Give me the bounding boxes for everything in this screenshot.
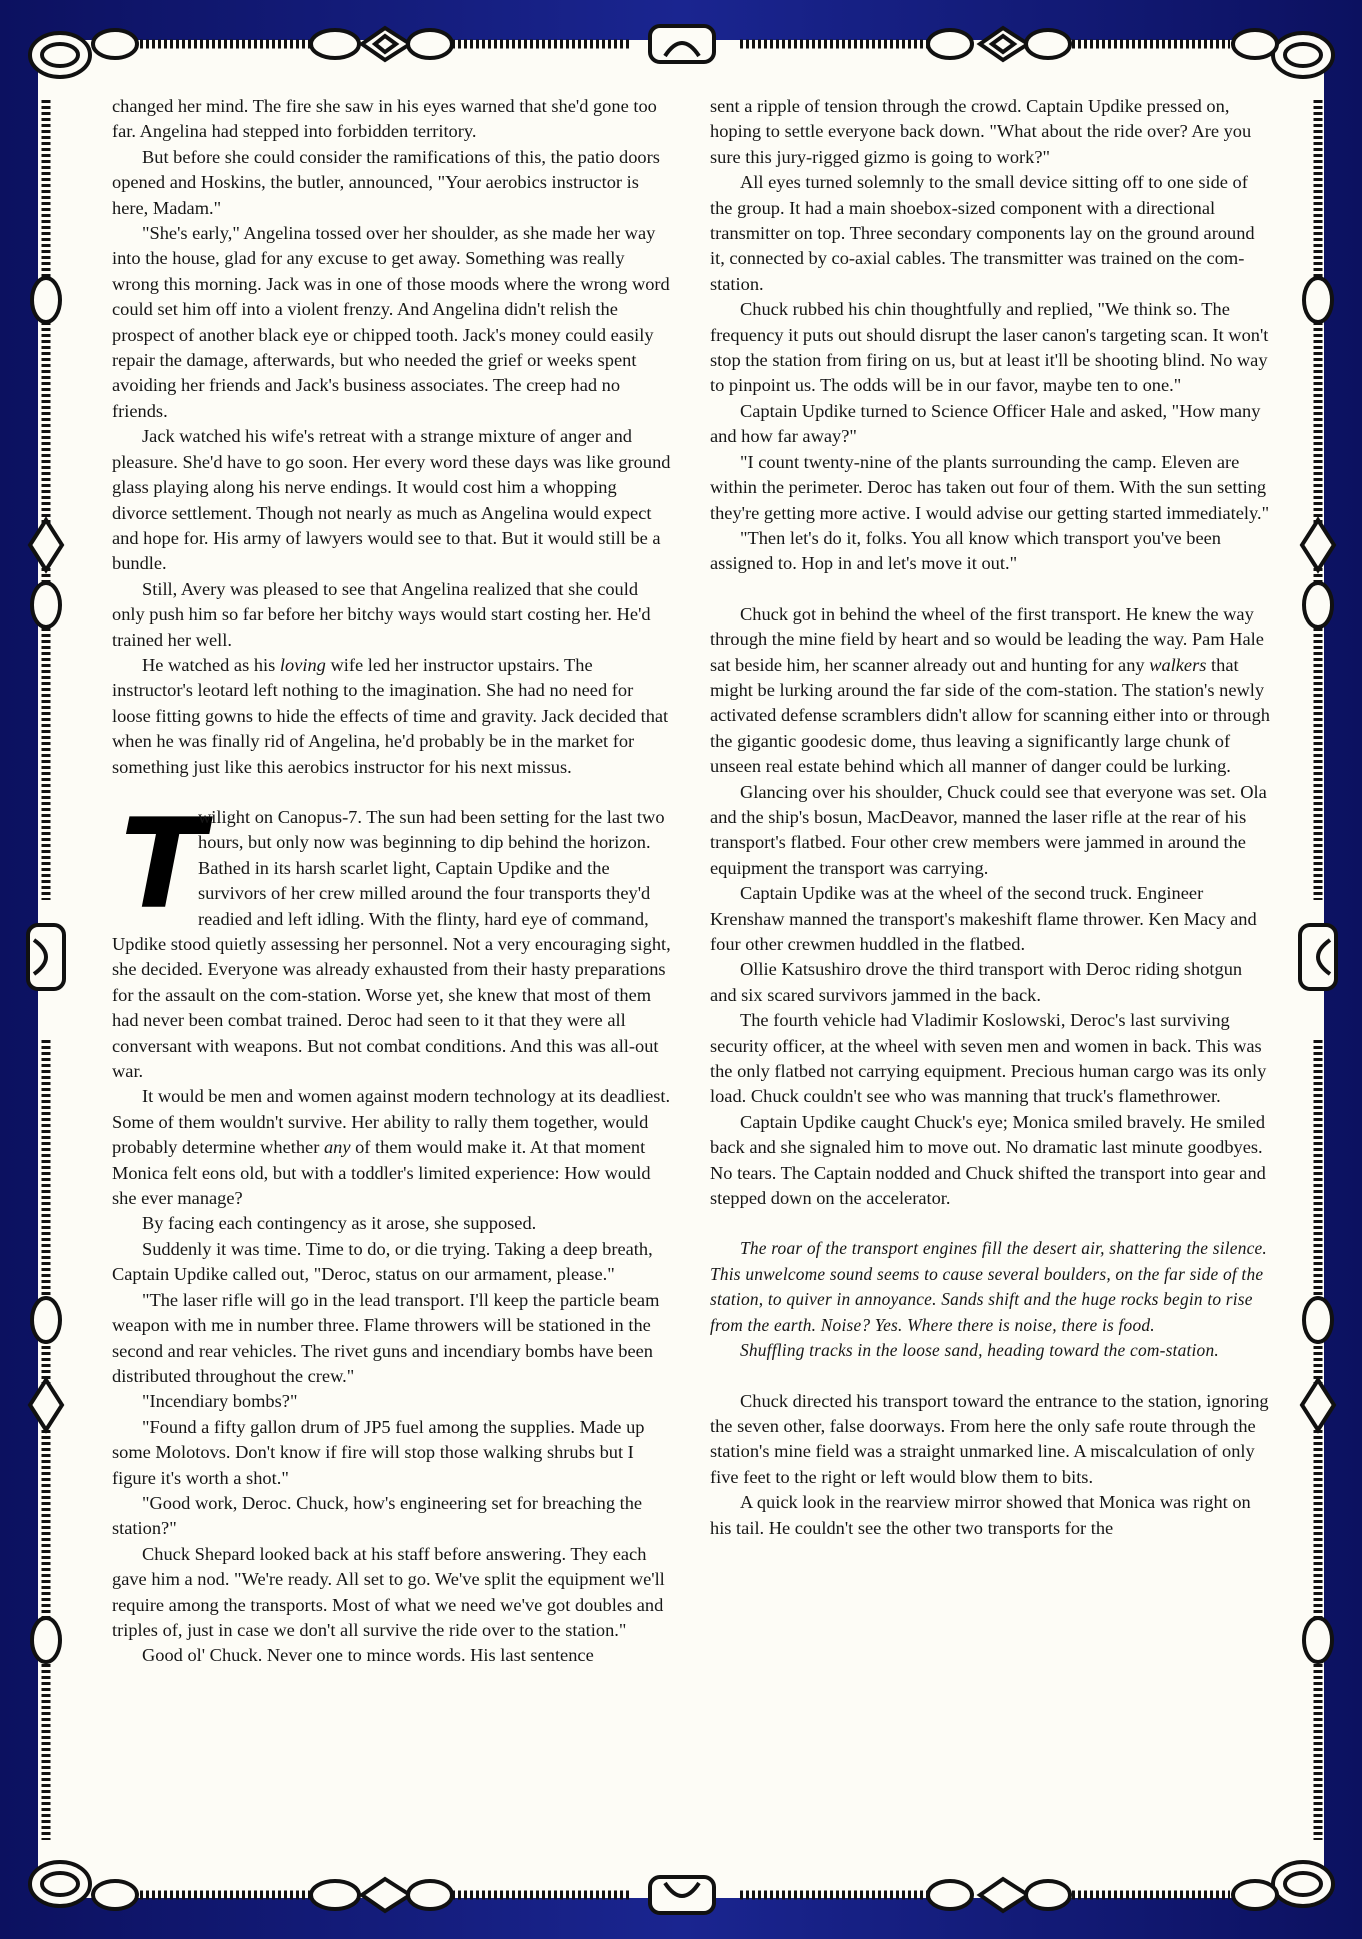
border-ornament xyxy=(93,1877,1277,1913)
paragraph: "Then let's do it, folks. You all know which transport you've been assigned to. Hop in and let's move it out." xyxy=(710,527,1221,574)
border-ornament xyxy=(42,44,78,66)
text-run: wife led her instructor upstairs. The instructor's leotard left nothing to the imagination. She had no need for loose fitting gowns to hide the effects of time and gravity. Jack decided that when he was finally rid of Angelina, he'd probably be in the market for something just like this aerobics instructor for his next missus. xyxy=(112,654,669,777)
oval-link-icon xyxy=(1233,1881,1277,1909)
text-run: that might be lurking around the far side of the com-station. The station's newly activated defense scramblers didn't allow for scanning either into or through the gigantic goodesic dome, thus leaving a significantly large chunk of unseen real estate behind which all manner of danger could be lurking. xyxy=(710,654,1270,777)
oval-link-icon xyxy=(32,1618,60,1662)
paragraph: Ollie Katsushiro drove the third transport with Deroc riding shotgun and six scared survivors jammed in the back. xyxy=(710,959,1243,1005)
emphasis: any xyxy=(323,1137,351,1158)
emphasis: walkers xyxy=(1149,654,1207,675)
oval-link-icon xyxy=(408,1881,452,1909)
italic-passage: Shuffling tracks in the loose sand, heading toward the com-station. xyxy=(740,1340,1219,1361)
text-run: Chuck got in behind the wheel of the first transport. He knew the way through the mine field by heart and so would be leading the way. Pam Hale sat beside him, her scanner already out and hunting for any xyxy=(710,603,1264,675)
text-run: He watched as his xyxy=(142,654,280,675)
text-run: of them would make it. At that moment Monica felt eons old, but with a toddler's limited experience: How would she ever manage? xyxy=(112,1137,651,1209)
paragraph: Chuck directed his transport toward the entrance to the station, ignoring the seven other, false doorways. From here the only safe route through the station's mine field was a straight unmarked line. A miscalculation of only five feet to the right or left would blow them to bits. xyxy=(710,1390,1269,1487)
paragraph: "She's early," Angelina tossed over her shoulder, as she made her way into the house, glad for any excuse to get away. Something was really wrong this morning. Jack was in one of those moods where the wrong word could set him off into a violent frenzy. And Angelina didn't relish the prospect of another black eye or chipped tooth. Jack's money could easily repair the damage, afterwards, but who needed the grief or weeks spent avoiding her friends and Jack's business associates. The creep had no friends. xyxy=(112,223,670,421)
paragraph xyxy=(112,1084,674,1211)
paragraph: By facing each contingency as it arose, she supposed. xyxy=(142,1213,537,1234)
oval-link-icon xyxy=(928,30,972,58)
paragraph: All eyes turned solemnly to the small device sitting off to one side of the group. It had a main shoebox-sized component with a directional transmitter on top. Three secondary components lay on the ground around it, connected by co-axial cables. The transmitter was trained on the com-station. xyxy=(710,172,1255,294)
oval-link-icon xyxy=(408,30,452,58)
drop-cap: T xyxy=(120,792,205,937)
border-ornament xyxy=(93,26,1277,62)
oval-link-icon xyxy=(1304,1618,1332,1662)
oval-link-icon xyxy=(32,1298,60,1342)
diamond-link-icon xyxy=(1302,1380,1334,1430)
oval-link-icon xyxy=(1304,583,1332,627)
paragraph: changed her mind. The fire she saw in his eyes warned that she'd gone too far. Angelina had stepped into forbidden territory. xyxy=(112,96,657,142)
paragraph: sent a ripple of tension through the crowd. Captain Updike pressed on, hoping to settle everyone back down. "What about the ride over? Are you sure this jury-rigged gizmo is going to work?" xyxy=(710,96,1252,167)
oval-link-icon xyxy=(1304,1298,1332,1342)
text-run: It would be men and women against modern technology at its deadliest. Some of them wouldn't survive. Her ability to rally them together, would probably determine whether xyxy=(112,1086,671,1158)
diamond-link-icon xyxy=(980,28,1028,60)
paragraph: Captain Updike was at the wheel of the second truck. Engineer Krenshaw manned the transport's makeshift flame thrower. Ken Macy and four other crewmen huddled in the flatbed. xyxy=(710,883,1257,954)
text-run: wilight on Canopus-7. The sun had been setting for the last two hours, but only now was beginning to dip behind the horizon. Bathed in its harsh scarlet light, Captain Updike and the survivors of her crew milled around the four transports they'd readied and left idling. With the flinty, hard eye of command, Updike stood quietly assessing her personnel. Not a very encouraging sight, she decided. Everyone was already exhausted from their hasty preparations for the assault on the com-station. Worse yet, she knew that most of them had never been combat trained. Deroc had seen to it that they were all conversant with weapons. But not combat conditions. And this was all-out war. xyxy=(112,806,671,1082)
diamond-link-icon xyxy=(362,28,410,60)
oval-link-icon xyxy=(1233,30,1277,58)
border-ornament xyxy=(1285,44,1321,66)
paragraph: Still, Avery was pleased to see that Angelina realized that she could only push him so far before her bitchy ways would start costing her. He'd trained her well. xyxy=(112,578,651,650)
paragraph xyxy=(112,792,674,1084)
diamond-link-icon xyxy=(362,1879,410,1911)
diamond-link-icon xyxy=(30,520,62,570)
oval-link-icon xyxy=(32,583,60,627)
paragraph: Captain Updike turned to Science Officer Hale and asked, "How many and how far away?" xyxy=(710,400,1261,447)
paragraph: Suddenly it was time. Time to do, or die trying. Taking a deep breath, Captain Updike called out, "Deroc, status on our armament, please." xyxy=(112,1238,653,1285)
diamond-link-icon xyxy=(30,1380,62,1430)
emphasis: loving xyxy=(279,654,326,675)
diamond-link-icon xyxy=(980,1879,1028,1911)
paragraph: "The laser rifle will go in the lead transport. I'll keep the particle beam weapon with me in number three. Flame throwers will be stationed in the second and rear vehicles. The rivet guns and incendiary bombs have been distributed throughout the crew." xyxy=(112,1289,660,1386)
oval-link-icon xyxy=(1026,1881,1070,1909)
paragraph: Good ol' Chuck. Never one to mince words. His last sentence xyxy=(142,1645,594,1666)
oval-link-icon xyxy=(311,30,359,58)
oval-link-icon xyxy=(93,1881,137,1909)
paragraph: Captain Updike caught Chuck's eye; Monica smiled bravely. He smiled back and she signaled him to move out. No dramatic last minute goodbyes. No tears. The Captain nodded and Chuck shifted the transport into gear and stepped down on the accelerator. xyxy=(710,1111,1266,1209)
oval-link-icon xyxy=(1026,30,1070,58)
paragraph: "Found a fifty gallon drum of JP5 fuel among the supplies. Made up some Molotovs. Don't know if fire will stop those walking shrubs but I figure it's worth a shot." xyxy=(112,1416,645,1488)
paragraph: A quick look in the rearview mirror showed that Monica was right on his tail. He couldn't see the other two transports for the xyxy=(710,1492,1251,1538)
oval-link-icon xyxy=(311,1881,359,1909)
paragraph: The fourth vehicle had Vladimir Koslowski, Deroc's last surviving security officer, at the wheel with seven men and women in back. This was the only flatbed not carrying equipment. Precious human cargo was its only load. Chuck couldn't see who was manning that truck's flamethrower. xyxy=(710,1010,1267,1107)
oval-link-icon xyxy=(93,30,137,58)
paragraph: "I count twenty-nine of the plants surrounding the camp. Eleven are within the perimeter. Deroc has taken out four of them. With the sun setting they're getting more active. I would advise our getting started immediately." xyxy=(710,451,1270,523)
italic-passage: The roar of the transport engines fill the desert air, shattering the silence. This unwelcome sound seems to cause several boulders, on the far side of the station, to quiver in annoyance. Sands shift and the huge rocks begin to rise from the earth. Noise? Yes. Where there is noise, there is food. xyxy=(710,1238,1267,1335)
paragraph: But before she could consider the ramifications of this, the patio doors opened and Hoskins, the butler, announced, "Your aerobics instructor is here, Madam." xyxy=(112,146,660,218)
oval-link-icon xyxy=(928,1881,972,1909)
border-ornament xyxy=(42,1873,78,1895)
paragraph: Glancing over his shoulder, Chuck could see that everyone was set. Ola and the ship's bosun, MacDeavor, manned the laser rifle at the rear of his transport's flatbed. Four other crew members were jammed in around the equipment the transport was carrying. xyxy=(710,781,1267,878)
oval-link-icon xyxy=(32,278,60,322)
diamond-link-icon xyxy=(1302,520,1334,570)
paragraph: Jack watched his wife's retreat with a strange mixture of anger and pleasure. She'd have to go soon. Her every word these days was like ground glass playing along his nerve endings. It would cost him a whopping divorce settlement. Though not nearly as much as Angelina would expect and hope for. His army of lawyers would see to that. But it would still be a bundle. xyxy=(112,426,671,574)
border-ornament xyxy=(1285,1873,1321,1895)
paragraph: Chuck rubbed his chin thoughtfully and replied, "We think so. The frequency it puts out should disrupt the laser canon's targeting scan. It won't stop the station from firing on us, but at least it'll be shooting blind. No way to pinpoint us. The odds will be in our favor, maybe ten to one." xyxy=(710,299,1269,396)
paragraph: "Good work, Deroc. Chuck, how's engineering set for breaching the station?" xyxy=(112,1492,643,1539)
paragraph: "Incendiary bombs?" xyxy=(142,1391,298,1412)
paragraph: Chuck Shepard looked back at his staff before answering. They each gave him a nod. "We're ready. All set to go. We've split the equipment we'll require among the transports. Most of what we need we've got doubles and triples of, just in case we don't all survive the ride over to the station." xyxy=(112,1543,665,1640)
paragraph xyxy=(112,653,674,780)
paragraph xyxy=(710,602,1272,780)
oval-link-icon xyxy=(1304,278,1332,322)
left-column xyxy=(112,94,674,1669)
right-column xyxy=(710,94,1272,1541)
